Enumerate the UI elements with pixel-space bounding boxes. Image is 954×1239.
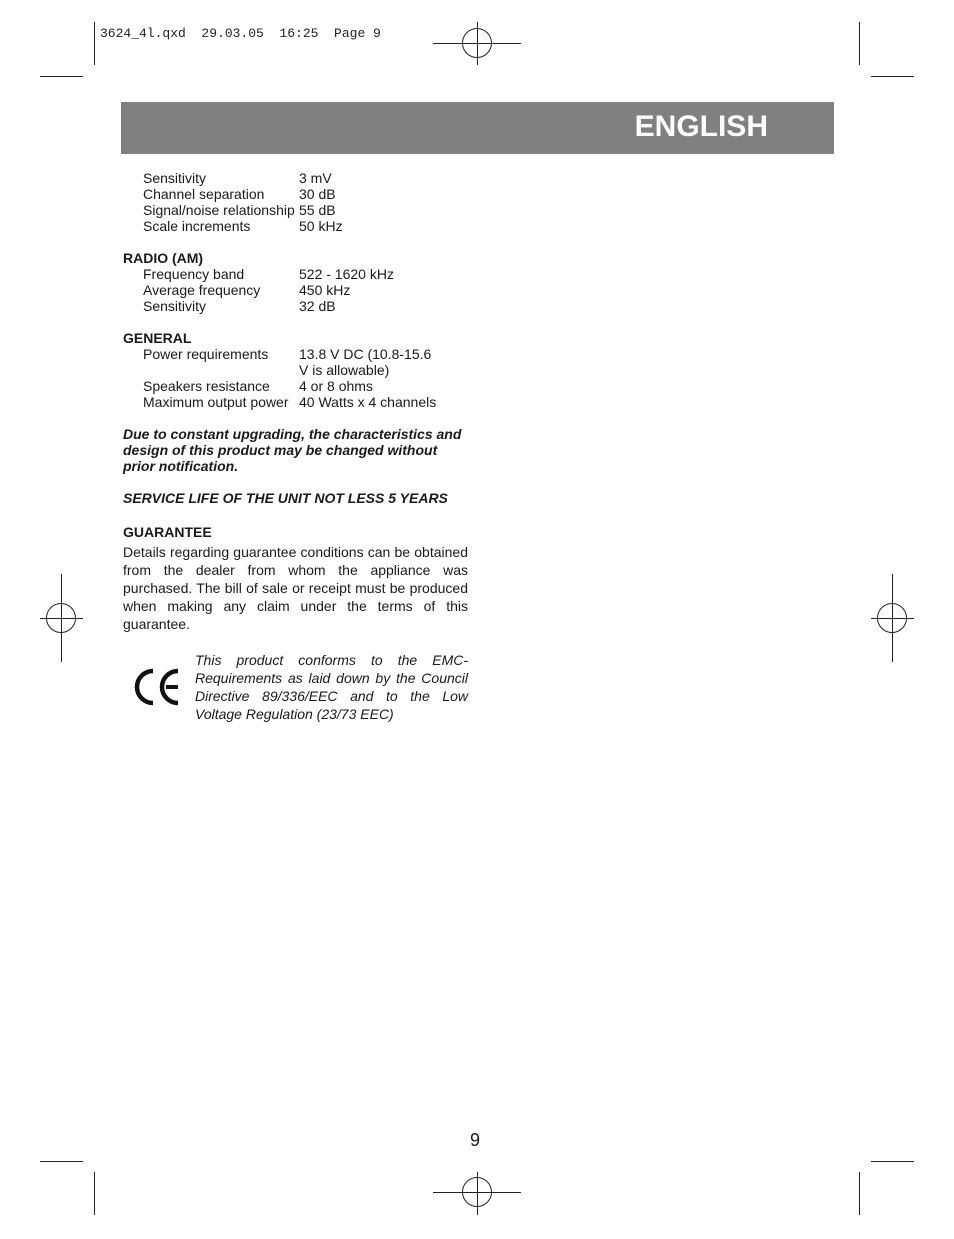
- spec-value: 50 kHz: [299, 218, 343, 234]
- spec-row: [123, 346, 468, 378]
- spec-label: Sensitivity: [143, 170, 207, 186]
- spec-label: Power requirements: [143, 346, 269, 362]
- spec-row: [123, 378, 468, 394]
- spec-value-line: V is allowable): [299, 362, 390, 378]
- spec-row: [123, 202, 468, 218]
- spec-row: [123, 394, 468, 410]
- spec-row: [123, 186, 468, 202]
- spec-value: 522 - 1620 kHz: [299, 266, 394, 282]
- upgrade-notice: Due to constant upgrading, the characteristics and design of this product may be changed without prior notification.: [123, 426, 462, 474]
- spec-label: Sensitivity: [143, 298, 207, 314]
- spec-row: [123, 218, 468, 234]
- spec-label: Scale increments: [143, 218, 251, 234]
- spec-value: 32 dB: [299, 298, 336, 314]
- spec-row: [123, 170, 468, 186]
- guarantee-text: Details regarding guarantee conditions can be obtained from the dealer from whom the appliance was purchased. The bill of sale or receipt must be produced when making any claim under the terms of this guarantee.: [123, 544, 468, 632]
- print-slug: 3624_4l.qxd 29.03.05 16:25 Page 9: [100, 26, 381, 41]
- fm-specs: [123, 170, 468, 234]
- spec-value: 30 dB: [299, 186, 336, 202]
- spec-value: [299, 346, 468, 378]
- page-number: 9: [470, 1130, 481, 1150]
- spec-row: [123, 266, 468, 282]
- spec-label: Frequency band: [143, 266, 245, 282]
- header-band: [121, 102, 834, 154]
- spec-label: Signal/noise relationship: [143, 202, 295, 218]
- spec-row: [123, 298, 468, 314]
- spec-content: [123, 170, 468, 723]
- ce-mark-icon: [123, 651, 195, 723]
- general-section: [123, 330, 468, 410]
- spec-label: Average frequency: [143, 282, 261, 298]
- spec-label: Channel separation: [143, 186, 265, 202]
- spec-row: [123, 282, 468, 298]
- spec-label: Speakers resistance: [143, 378, 270, 394]
- section-title-guarantee: GUARANTEE: [123, 524, 212, 540]
- section-title-general: GENERAL: [123, 330, 192, 346]
- spec-label: Maximum output power: [143, 394, 289, 410]
- spec-value: 55 dB: [299, 202, 336, 218]
- conformity-block: [123, 651, 468, 723]
- section-title-radio-am: RADIO (AM): [123, 250, 204, 266]
- conformity-text: This product conforms to the EMC-Requirements as laid down by the Council Directive 89/336/EEC and to the Low Voltage Regulation (23/73 EEC): [195, 652, 468, 722]
- service-life-notice: SERVICE LIFE OF THE UNIT NOT LESS 5 YEARS: [123, 490, 448, 506]
- spec-value: 450 kHz: [299, 282, 351, 298]
- spec-value: 4 or 8 ohms: [299, 378, 373, 394]
- spec-value-line: 13.8 V DC (10.8-15.6: [299, 346, 432, 362]
- radio-am-section: [123, 250, 468, 314]
- spec-value: 3 mV: [299, 170, 332, 186]
- spec-value: 40 Watts x 4 channels: [299, 394, 437, 410]
- guarantee-section: [123, 524, 468, 633]
- page-title: ENGLISH: [634, 110, 768, 143]
